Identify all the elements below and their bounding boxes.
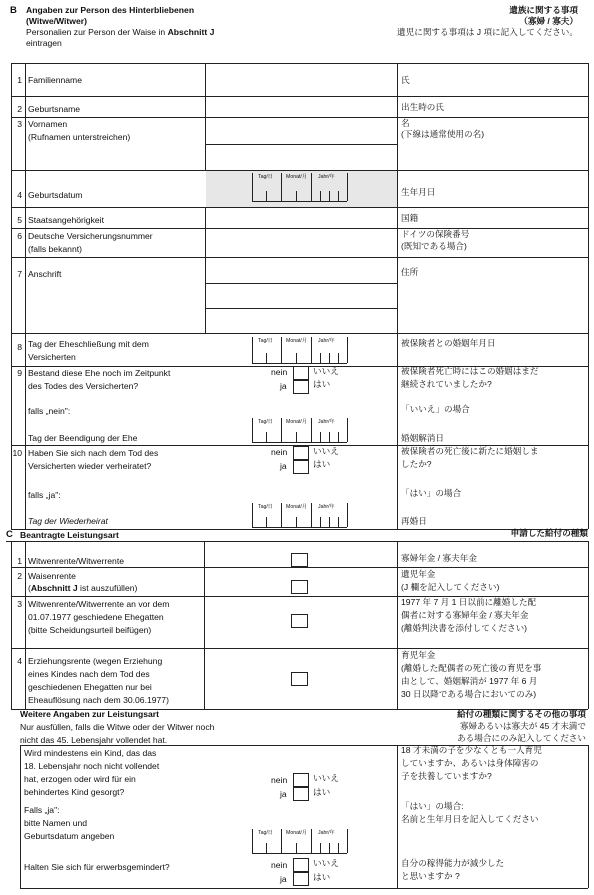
section-b-title: Angaben zur Person des Hinterbliebenen xyxy=(26,5,195,15)
section-b-note: Personalien zur Person der Waise in Abschnitt J xyxy=(26,27,215,37)
row-b8-label: Tag der Eheschließung mit dem xyxy=(28,339,149,349)
q1-line-4: behindertes Kind gesorgt? xyxy=(24,787,125,797)
row-b9-sub: falls „nein": xyxy=(28,406,71,416)
section-b-jp-note: 遺児に関する事項は J 項に記入してください。 xyxy=(397,27,578,37)
row-b10-label-jp: 被保険者の死亡後に新たに婚姻しま xyxy=(401,446,539,456)
further-line-2: nicht das 45. Lebensjahr vollendet hat. xyxy=(20,735,168,745)
row-b4-label: Geburtsdatum xyxy=(28,190,83,200)
row-c3-num: 3 xyxy=(17,599,22,609)
birth-name-field[interactable] xyxy=(206,97,396,116)
section-b-jp-title: 遺族に関する事項 xyxy=(509,5,578,15)
row-b10-sub-jp: 「はい」の場合 xyxy=(401,488,462,498)
insurance-number-field[interactable] xyxy=(206,229,396,256)
row-b1-num: 1 xyxy=(17,75,22,85)
row-b3-label-2: (Rufnamen unterstreichen) xyxy=(28,132,131,142)
row-b6-label-jp: ドイツの保険番号 xyxy=(401,229,470,239)
row-c3-label-3: (bitte Scheidungsurteil beifügen) xyxy=(28,625,152,635)
q1-jp-line-1: 18 才未満の子を少なくとも一人育児 xyxy=(401,745,542,755)
row-b4-label-jp: 生年月日 xyxy=(401,187,436,197)
row-c4-label-2: eines Kindes nach dem Tod des xyxy=(28,669,150,679)
row-c1-num: 1 xyxy=(17,556,22,566)
q1-no-checkbox[interactable] xyxy=(293,773,309,787)
marriage-end-date-input[interactable]: Tag/日 Monat/月 Jahr/年 xyxy=(252,418,347,442)
q1-jp-line-2: していますか、あるいは身体障害の xyxy=(401,758,539,768)
q2-no-checkbox[interactable] xyxy=(293,858,309,872)
further-jp-title: 給付の種類に関するその他の事項 xyxy=(457,709,586,719)
row-c1-label: Witwenrente/Witwerrente xyxy=(28,556,124,566)
row-b6-label-jp-2: (既知である場合) xyxy=(401,241,467,251)
section-b-subtitle: (Witwe/Witwer) xyxy=(26,16,87,26)
b10-no-label: nein xyxy=(271,447,288,457)
q1-line-2: 18. Lebensjahr noch nicht vollendet xyxy=(24,761,160,771)
further-line-1: Nur ausfüllen, falls die Witwe oder der Witwer noch xyxy=(20,722,215,732)
b9-no-checkbox[interactable] xyxy=(293,366,309,380)
q2-jp-line-2: と思いますか ? xyxy=(401,871,460,881)
row-b2-label-jp: 出生時の氏 xyxy=(401,102,444,112)
row-c4-label-3: geschiedenen Ehegatten nur bei xyxy=(28,682,152,692)
q1-jp-line-3: 子を扶養していますか? xyxy=(401,771,492,781)
b10-no-checkbox[interactable] xyxy=(293,446,309,460)
row-b6-num: 6 xyxy=(17,231,22,241)
q1-sub-line-1: Falls „ja": xyxy=(24,805,60,815)
address-field[interactable] xyxy=(206,258,396,332)
q2-no-label-jp: いいえ xyxy=(313,858,339,868)
section-c-jp-title: 申請した給付の種類 xyxy=(510,528,588,538)
row-c3-label: Witwenrente/Witwerrente an vor dem xyxy=(28,599,170,609)
row-b5-label: Staatsangehörigkeit xyxy=(28,215,104,225)
first-names-field-2[interactable] xyxy=(206,145,396,169)
row-c2-label-2: (Abschnitt J ist auszufüllen) xyxy=(28,583,138,593)
section-c-letter: C xyxy=(6,529,13,540)
q1-line-1: Wird mindestens ein Kind, das das xyxy=(24,748,157,758)
family-name-field[interactable] xyxy=(205,63,398,96)
row-b8-label-jp: 被保険者との婚姻年月日 xyxy=(401,338,496,348)
b10-yes-label-jp: はい xyxy=(313,459,331,469)
q2-no-label: nein xyxy=(271,860,288,870)
b10-no-label-jp: いいえ xyxy=(313,446,339,456)
row-c2-label-jp-2: (J 欄を記入してください) xyxy=(401,582,500,592)
row-b6-label: Deutsche Versicherungsnummer xyxy=(28,231,153,241)
q1-sub-jp-line-1: 「はい」の場合: xyxy=(401,801,464,811)
q2-label: Halten Sie sich für erwerbsgemindert? xyxy=(24,862,170,872)
further-title: Weitere Angaben zur Leistungsart xyxy=(20,709,159,719)
row-b10-label-2: Versicherten wieder verheiratet? xyxy=(28,461,152,471)
row-b5-num: 5 xyxy=(17,215,22,225)
row-b9-sub2-jp: 婚姻解消日 xyxy=(401,433,444,443)
row-c3-label-jp: 1977 年 7 月 1 日以前に離婚した配 xyxy=(401,597,537,607)
row-b10-label: Haben Sie sich nach dem Tod des xyxy=(28,448,159,458)
q1-no-label-jp: いいえ xyxy=(313,773,339,783)
q1-sub-line-2: bitte Namen und xyxy=(24,818,88,828)
b10-yes-label: ja xyxy=(280,461,287,471)
row-c4-num: 4 xyxy=(17,656,22,666)
b9-yes-checkbox[interactable] xyxy=(293,380,309,394)
section-b-jp-subtitle: （寡婦 / 寡夫） xyxy=(519,16,578,26)
section-b-note-2: eintragen xyxy=(26,38,62,48)
remarriage-date-input[interactable]: Tag/日 Monat/月 Jahr/年 xyxy=(252,503,347,527)
q2-yes-label: ja xyxy=(280,874,287,884)
row-b6-label-2: (falls bekannt) xyxy=(28,244,82,254)
row-b2-num: 2 xyxy=(17,104,22,114)
row-b7-label: Anschrift xyxy=(28,269,62,279)
row-b1-label-jp: 氏 xyxy=(401,75,410,85)
row-c1-label-jp: 寡婦年金 / 寡夫年金 xyxy=(401,553,477,563)
child-care-pension-checkbox[interactable] xyxy=(291,672,308,686)
row-c3-label-jp-3: (離婚判決書を添付してください) xyxy=(401,623,528,633)
row-b3-num: 3 xyxy=(17,119,22,129)
row-b10-sub: falls „ja": xyxy=(28,490,61,500)
row-b9-num: 9 xyxy=(17,368,22,378)
row-c4-label-jp-2: (離婚した配偶者の死亡後の育児を事 xyxy=(401,663,542,673)
row-b3-label-jp: 名 xyxy=(401,118,410,128)
row-b9-label: Bestand diese Ehe noch im Zeitpunkt xyxy=(28,368,171,378)
row-b9-label-2: des Todes des Versicherten? xyxy=(28,381,139,391)
row-c4-label-jp-3: 由として、婚姻解消が 1977 年 6 月 xyxy=(401,676,538,686)
row-b2-label: Geburtsname xyxy=(28,104,81,114)
row-b9-sub-jp: 「いいえ」の場合 xyxy=(401,404,470,414)
nationality-field[interactable] xyxy=(206,208,396,227)
further-jp-line-2: ある場合にのみ記入してください xyxy=(457,733,586,743)
row-c4-label-jp: 育児年金 xyxy=(401,650,436,660)
row-b1-label: Familienname xyxy=(28,75,82,85)
q1-no-label: nein xyxy=(271,775,288,785)
widow-pension-checkbox[interactable] xyxy=(291,553,308,567)
b9-no-label-jp: いいえ xyxy=(313,366,339,376)
section-c-title: Beantragte Leistungsart xyxy=(20,530,119,540)
q2-jp-line-1: 自分の稼得能力が減少した xyxy=(401,858,505,868)
orphan-pension-checkbox[interactable] xyxy=(291,580,308,594)
row-c3-label-jp-2: 偶者に対する寡婦年金 / 寡夫年金 xyxy=(401,610,529,620)
row-b10-label-jp-2: したか? xyxy=(401,459,432,469)
row-c3-label-2: 01.07.1977 geschiedene Ehegatten xyxy=(28,612,164,622)
row-b3-label-jp-2: (下線は通常使用の名) xyxy=(401,129,485,139)
q2-yes-checkbox[interactable] xyxy=(293,872,309,886)
row-c4-label-jp-4: 30 日以降である場合においてのみ) xyxy=(401,689,537,699)
row-b7-label-jp: 住所 xyxy=(401,267,419,277)
row-b10-sub2: Tag der Wiederheirat xyxy=(28,516,108,526)
divorced-pension-checkbox[interactable] xyxy=(291,614,308,628)
b9-yes-label-jp: はい xyxy=(313,379,331,389)
b9-no-label: nein xyxy=(271,367,288,377)
row-b10-num: 10 xyxy=(12,448,22,458)
row-b8-label-2: Versicherten xyxy=(28,352,76,362)
q1-sub-jp-line-2: 名前と生年月日を記入してください xyxy=(401,814,539,824)
q1-yes-checkbox[interactable] xyxy=(293,787,309,801)
row-b9-label-jp-2: 継続されていましたか? xyxy=(401,379,492,389)
q1-yes-label: ja xyxy=(280,789,287,799)
row-b10-sub2-jp: 再婚日 xyxy=(401,516,427,526)
first-names-field[interactable] xyxy=(206,118,396,143)
q1-sub-line-3: Geburtsdatum angeben xyxy=(24,831,115,841)
row-b8-num: 8 xyxy=(17,342,22,352)
q2-yes-label-jp: はい xyxy=(313,872,331,882)
row-c4-label-4: Eheauflösung nach dem 30.06.1977) xyxy=(28,695,169,705)
row-b9-sub2: Tag der Beendigung der Ehe xyxy=(28,433,138,443)
further-jp-line-1: 寡婦あるいは寡夫が 45 才未満で xyxy=(459,721,586,731)
row-b3-label: Vornamen xyxy=(28,119,68,129)
b9-yes-label: ja xyxy=(280,381,287,391)
q1-yes-label-jp: はい xyxy=(313,787,331,797)
row-b9-label-jp: 被保険者死亡時にはこの婚姻はまだ xyxy=(401,366,539,376)
child-birth-date-input[interactable]: Tag/日 Monat/月 Jahr/年 xyxy=(252,829,347,853)
row-b7-num: 7 xyxy=(17,269,22,279)
row-c2-label: Waisenrente xyxy=(28,571,76,581)
section-b-letter: B xyxy=(10,5,17,16)
row-c2-label-jp: 遺児年金 xyxy=(401,569,436,579)
marriage-date-input[interactable]: Tag/日 Monat/月 Jahr/年 xyxy=(252,337,347,363)
row-c4-label: Erziehungsrente (wegen Erziehung xyxy=(28,656,163,666)
birth-date-input[interactable]: Tag/日 Monat/月 Jahr/年 xyxy=(252,173,347,201)
row-b5-label-jp: 国籍 xyxy=(401,213,419,223)
row-c2-num: 2 xyxy=(17,571,22,581)
q1-line-3: hat, erzogen oder wird für ein xyxy=(24,774,136,784)
row-b4-num: 4 xyxy=(17,190,22,200)
b10-yes-checkbox[interactable] xyxy=(293,460,309,474)
